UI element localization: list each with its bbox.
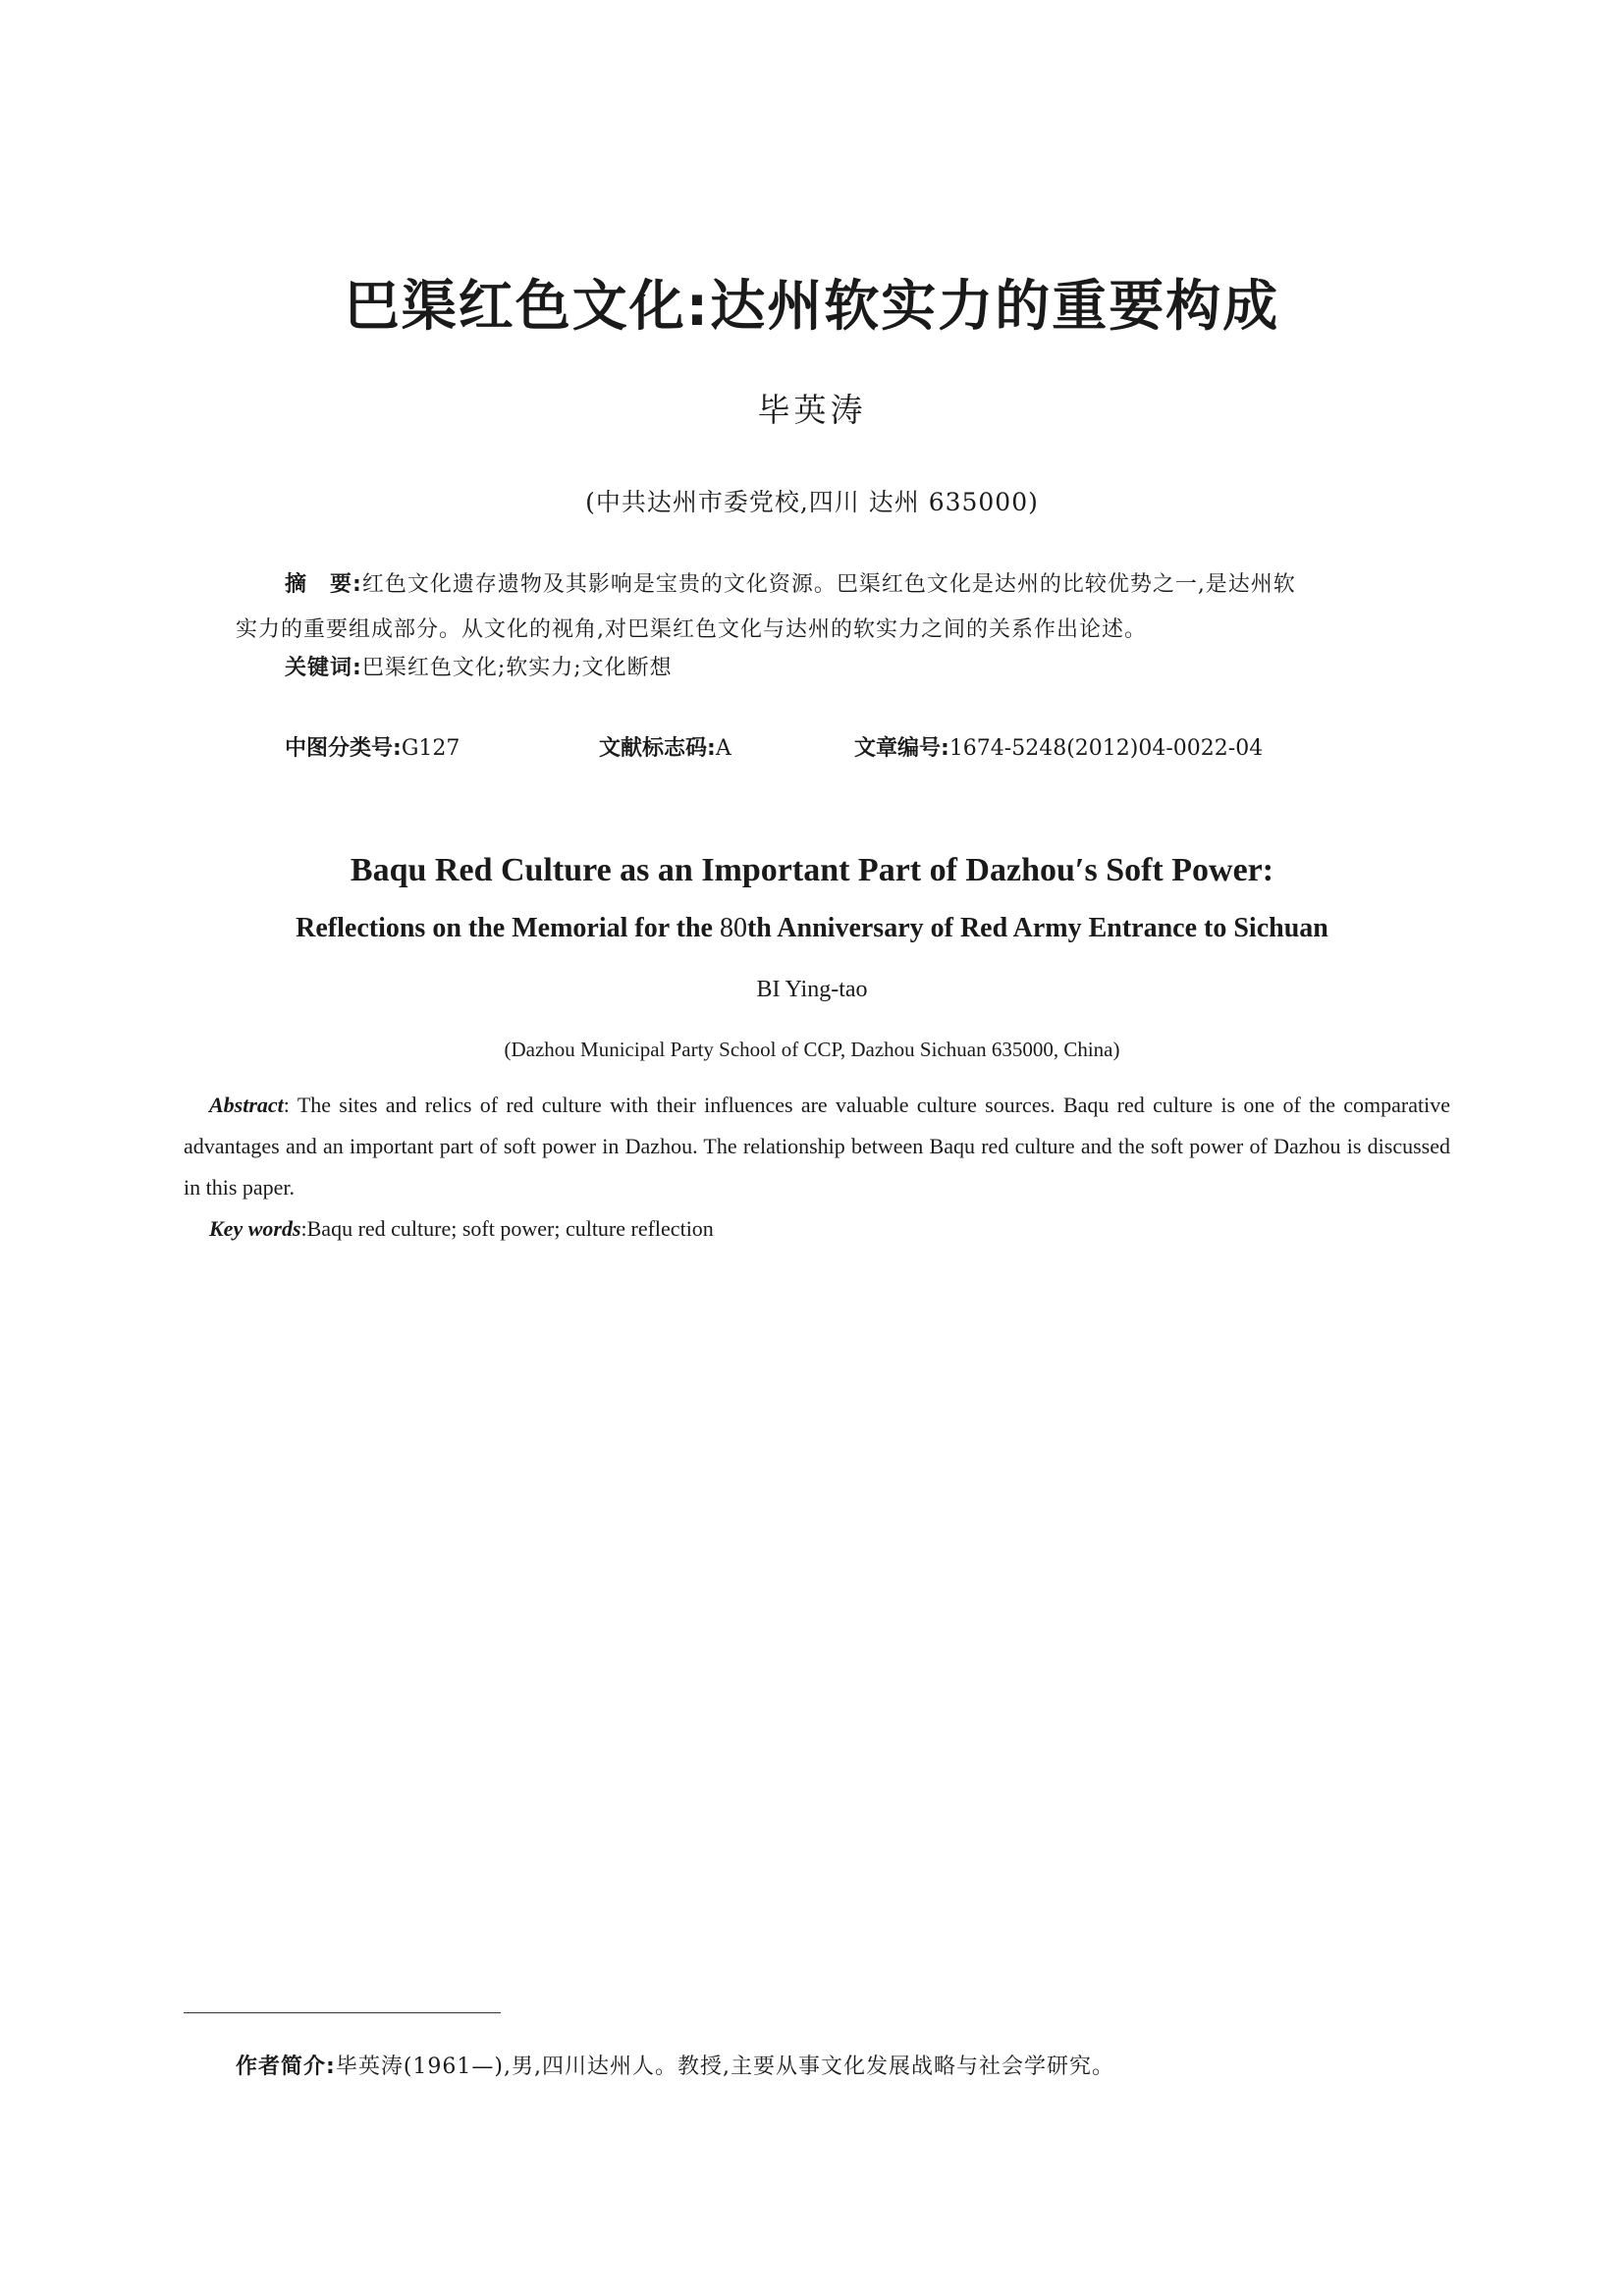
article-number: [854, 731, 1263, 762]
article-number-value: 1674-5248(2012)04-0022-04: [948, 736, 1264, 761]
chinese-abstract-line-1: [236, 562, 1414, 608]
chinese-keywords-label: 关键词:: [285, 656, 362, 680]
clc-label: 中图分类号:: [285, 736, 402, 761]
english-subtitle: [0, 913, 1624, 944]
english-subtitle-number: 80: [719, 913, 747, 943]
chinese-abstract-text-1: 红色文化遗存遗物及其影响是宝贵的文化资源。巴渠红色文化是达州的比较优势之一,是达州软: [361, 572, 1296, 597]
document-code-value: A: [715, 736, 731, 761]
chinese-title: 巴渠红色文化:达州软实力的重要构成: [344, 275, 1280, 339]
document-code-label: 文献标志码:: [599, 736, 716, 761]
english-keywords: [209, 1208, 1446, 1250]
english-abstract-text: The sites and relics of red culture with their influences are valuable culture sources. Baqu red culture is one of the comparative advantages and an important part of soft power in Dazhou. The relationship between Baqu red culture and the soft power of Dazhou is discussed in this paper.: [184, 1093, 1450, 1200]
chinese-abstract-line-2: 实力的重要组成部分。从文化的视角,对巴渠红色文化与达州的软实力之间的关系作出论述。: [236, 617, 1147, 642]
document-code: [599, 731, 731, 762]
english-subtitle-post: th Anniversary of Red Army Entrance to Sichuan: [746, 913, 1328, 943]
chinese-abstract: [236, 562, 1414, 653]
article-number-label: 文章编号:: [854, 736, 949, 761]
chinese-keywords-text: 巴渠红色文化;软实力;文化断想: [361, 656, 673, 680]
author-footnote: [236, 2050, 1414, 2080]
clc-number: [285, 731, 460, 762]
english-keywords-text: Baqu red culture; soft power; culture reflection: [306, 1216, 714, 1241]
english-keywords-sep: :: [300, 1216, 307, 1241]
english-author: BI Ying-tao: [756, 977, 868, 1002]
classification-meta: [285, 731, 1414, 771]
english-abstract: [184, 1085, 1450, 1208]
english-subtitle-pre: Reflections on the Memorial for the: [296, 913, 720, 943]
chinese-author: 毕英涛: [757, 391, 867, 429]
chinese-keywords: [285, 646, 1414, 691]
footnote-label: 作者简介:: [236, 2055, 336, 2079]
footnote-divider: [184, 2012, 501, 2013]
english-abstract-label: Abstract: [209, 1093, 284, 1117]
english-keywords-label: Key words: [209, 1216, 301, 1241]
chinese-abstract-label: 摘 要:: [285, 572, 362, 597]
english-affiliation: (Dazhou Municipal Party School of CCP, Dazhou Sichuan 635000, China): [504, 1038, 1120, 1061]
english-title: Baqu Red Culture as an Important Part of Dazhou′s Soft Power:: [350, 852, 1274, 888]
footnote-text: 毕英涛(1961—),男,四川达州人。教授,主要从事文化发展战略与社会学研究。: [335, 2055, 1114, 2079]
clc-value: G127: [401, 736, 460, 761]
english-abstract-sep: :: [283, 1093, 298, 1117]
chinese-affiliation: (中共达州市委党校,四川 达州 635000): [585, 488, 1039, 516]
